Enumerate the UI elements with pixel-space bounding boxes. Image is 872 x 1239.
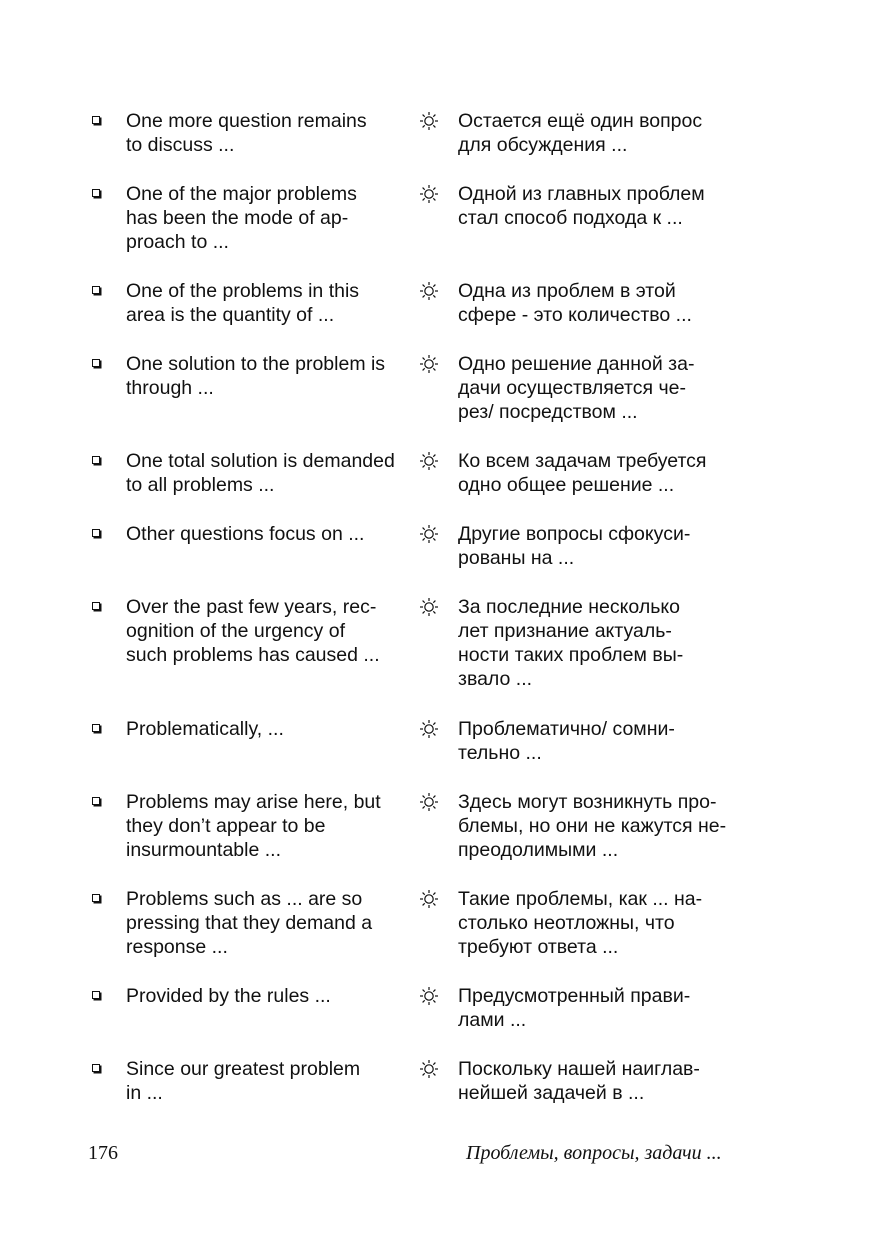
english-phrase: Problematically, ...	[126, 718, 284, 740]
sun-bullet-icon	[418, 449, 440, 473]
english-phrase: Problems such as ... are so pressing that they demand a response ...	[126, 888, 373, 958]
english-phrase: Problems may arise here, but they don’t appear to be insurmountable ...	[126, 791, 381, 861]
sun-bullet-icon	[418, 279, 440, 303]
sun-bullet-icon	[418, 595, 440, 619]
checkbox-bullet-icon	[92, 602, 100, 610]
checkbox-bullet-icon	[92, 456, 100, 464]
english-phrase: One solution to the problem is through ...	[126, 353, 386, 399]
russian-phrase: Здесь могут возникнуть про- блемы, но они не кажутся не- преодолимыми ...	[458, 791, 727, 861]
english-phrase: One of the major problems has been the mode of ap- proach to ...	[126, 183, 357, 253]
russian-phrase: Проблематично/ сомни- тельно ...	[458, 718, 675, 764]
running-footer-title: Проблемы, вопросы, задачи ...	[466, 1142, 722, 1164]
english-phrase: One of the problems in this area is the quantity of ...	[126, 280, 360, 326]
russian-phrase: Такие проблемы, как ... на- столько неотложны, что требуют ответа ...	[458, 888, 703, 958]
english-phrase: Provided by the rules ...	[126, 985, 331, 1007]
english-phrase: One more question remains to discuss ...	[126, 110, 367, 156]
sun-bullet-icon	[418, 790, 440, 814]
russian-phrase: Поскольку нашей наиглав- нейшей задачей в ...	[458, 1058, 700, 1104]
sun-bullet-icon	[418, 109, 440, 133]
russian-phrase: Остается ещё один вопрос для обсуждения ...	[458, 110, 703, 156]
checkbox-bullet-icon	[92, 894, 100, 902]
checkbox-bullet-icon	[92, 724, 100, 732]
english-phrase: Other questions focus on ...	[126, 523, 365, 545]
russian-phrase: Одно решение данной за- дачи осуществляется че- рез/ посредством ...	[458, 353, 695, 423]
checkbox-bullet-icon	[92, 359, 100, 367]
checkbox-bullet-icon	[92, 529, 100, 537]
checkbox-bullet-icon	[92, 797, 100, 805]
english-phrase: One total solution is demanded to all problems ...	[126, 450, 395, 496]
sun-bullet-icon	[418, 522, 440, 546]
russian-phrase: Предусмотренный прави- лами ...	[458, 985, 691, 1031]
russian-phrase: Одна из проблем в этой сфере - это количество ...	[458, 280, 692, 326]
russian-phrase: Одной из главных проблем стал способ подхода к ...	[458, 183, 705, 229]
checkbox-bullet-icon	[92, 189, 100, 197]
sun-bullet-icon	[418, 984, 440, 1008]
english-phrase: Since our greatest problem in ...	[126, 1058, 361, 1104]
russian-phrase: За последние несколько лет признание актуаль- ности таких проблем вы- звало ...	[458, 596, 684, 690]
sun-bullet-icon	[418, 717, 440, 741]
checkbox-bullet-icon	[92, 1064, 100, 1072]
sun-bullet-icon	[418, 182, 440, 206]
sun-bullet-icon	[418, 887, 440, 911]
checkbox-bullet-icon	[92, 286, 100, 294]
english-phrase: Over the past few years, rec- ognition of the urgency of such problems has caused ...	[126, 596, 380, 666]
checkbox-bullet-icon	[92, 991, 100, 999]
sun-bullet-icon	[418, 352, 440, 376]
checkbox-bullet-icon	[92, 116, 100, 124]
sun-bullet-icon	[418, 1057, 440, 1081]
page-number: 176	[88, 1142, 118, 1164]
russian-phrase: Другие вопросы сфокуси- рованы на ...	[458, 523, 691, 569]
russian-phrase: Ко всем задачам требуется одно общее решение ...	[458, 450, 707, 496]
